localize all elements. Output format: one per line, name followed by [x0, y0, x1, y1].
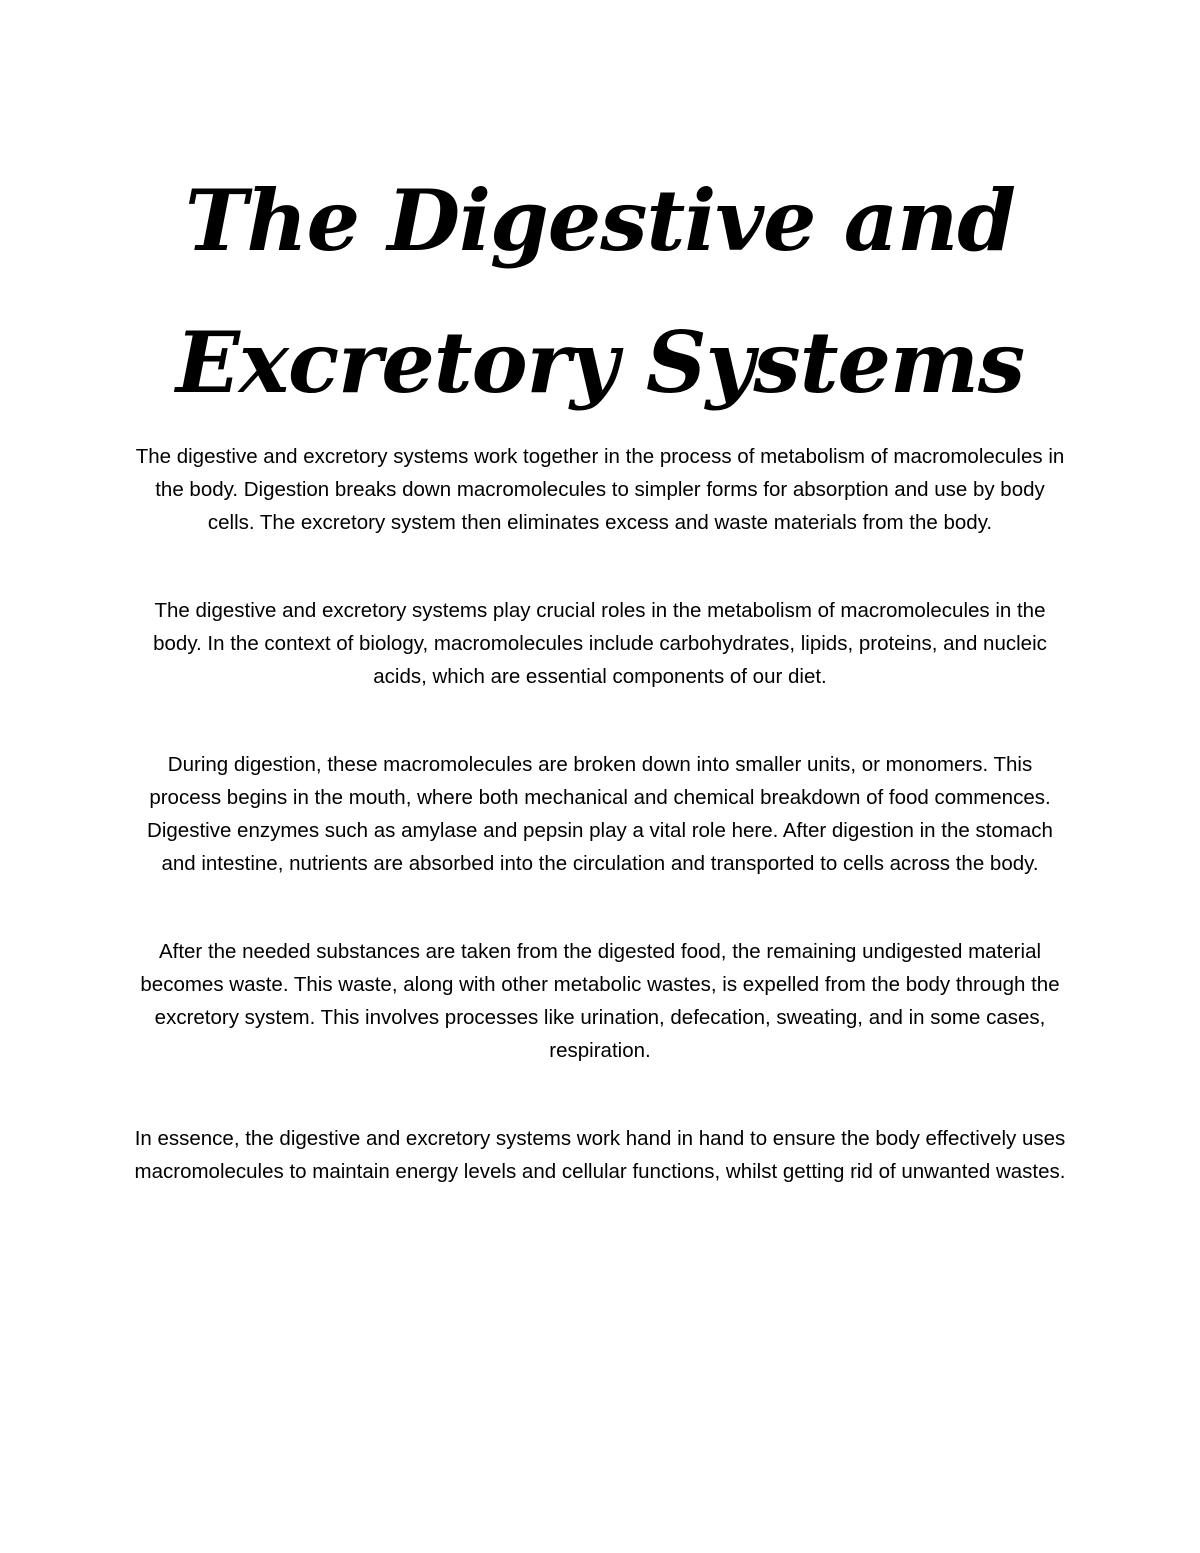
- page-title: [0, 150, 1200, 434]
- paragraph-conclusion: In essence, the digestive and excretory systems work hand in hand to ensure the body effectively uses macromolecules to maintain energy levels and cellular functions, whilst getting rid of unwanted wastes.: [134, 1127, 1066, 1183]
- paragraph-macromolecules: The digestive and excretory systems play crucial roles in the metabolism of macromolecules in the body. In the context of biology, macromolecules include carbohydrates, lipids, proteins, and nucleic acids, which are essential components of our diet.: [153, 599, 1047, 688]
- paragraph-digestion: During digestion, these macromolecules are broken down into smaller units, or monomers. This process begins in the mouth, where both mechanical and chemical breakdown of food commences. Digestive enzymes such as amylase and pepsin play a vital role here. After digestion in the stomach and intestine, nutrients are absorbed into the circulation and transported to cells across the body.: [147, 753, 1053, 875]
- document-body: [130, 440, 1070, 1243]
- title-line-2: Excretory Systems: [175, 313, 1025, 412]
- paragraph-excretion: After the needed substances are taken from the digested food, the remaining undigested material becomes waste. This waste, along with other metabolic wastes, is expelled from the body through the excretory system. This involves processes like urination, defecation, sweating, and in some cases, respiration.: [140, 940, 1060, 1062]
- title-line-1: The Digestive and: [185, 171, 1015, 270]
- paragraph-intro: The digestive and excretory systems work together in the process of metabolism of macromolecules in the body. Digestion breaks down macromolecules to simpler forms for absorption and use by body cells. The excretory system then eliminates excess and waste materials from the body.: [135, 445, 1065, 534]
